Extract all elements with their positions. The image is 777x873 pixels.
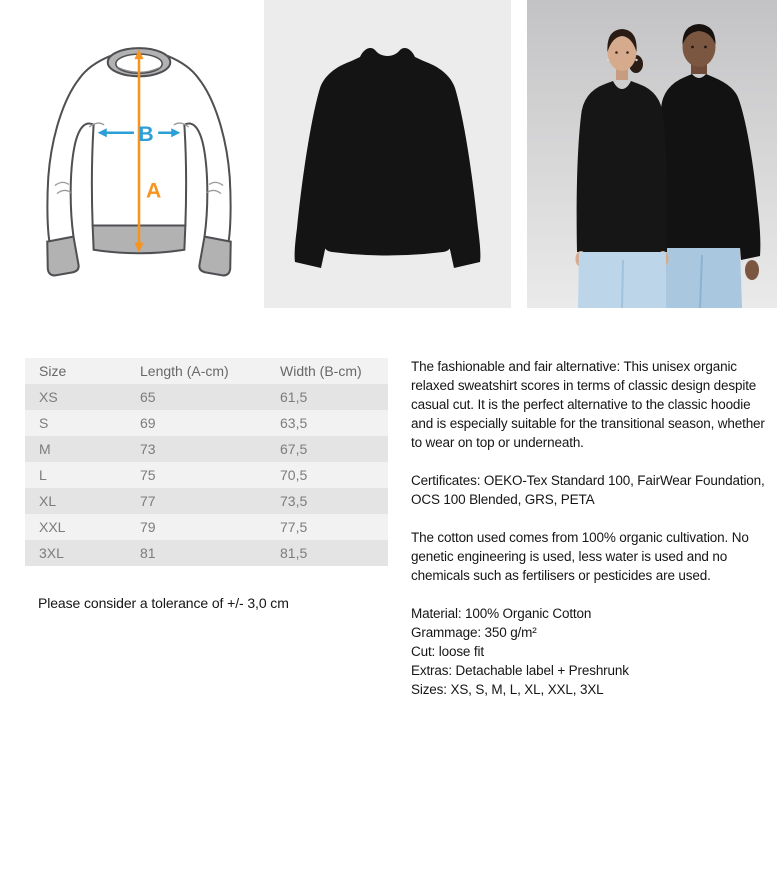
table-row-xxl	[25, 514, 388, 540]
cell-width: 81,5	[266, 540, 388, 566]
cell-size: S	[25, 410, 126, 436]
black-sweatshirt-flatlay	[264, 0, 511, 308]
cell-length: 75	[126, 462, 266, 488]
cell-width: 63,5	[266, 410, 388, 436]
cell-size: XS	[25, 384, 126, 410]
measurement-arrow-a	[134, 49, 143, 253]
tolerance-note: Please consider a tolerance of +/- 3,0 cm	[38, 595, 289, 611]
spec-material: Material: 100% Organic Cotton	[411, 606, 592, 621]
cell-width: 73,5	[266, 488, 388, 514]
table-row-xs	[25, 384, 388, 410]
cell-size: M	[25, 436, 126, 462]
product-flatlay-image	[264, 0, 511, 308]
spec-sizes: Sizes: XS, S, M, L, XL, XXL, 3XL	[411, 682, 604, 697]
description-intro: The fashionable and fair alternative: This unisex organic relaxed sweatshirt scores in terms of classic design despite casual cut. It is the perfect alternative to the classic hoodie and is especially suitable for the transitional season, whether to wear on top or underneath.	[411, 359, 765, 450]
size-table-header-length: Length (A-cm)	[126, 358, 266, 384]
spec-grammage: Grammage: 350 g/m²	[411, 625, 537, 640]
cell-length: 79	[126, 514, 266, 540]
cell-width: 70,5	[266, 462, 388, 488]
table-row-xl	[25, 488, 388, 514]
cell-size: XL	[25, 488, 126, 514]
table-row-l	[25, 462, 388, 488]
two-models-wearing-sweatshirts	[527, 0, 777, 308]
cell-size: XXL	[25, 514, 126, 540]
cuff-left	[47, 237, 78, 276]
product-description	[411, 357, 772, 699]
size-table-header-size: Size	[25, 358, 126, 384]
spec-cut: Cut: loose fit	[411, 644, 484, 659]
cell-length: 65	[126, 384, 266, 410]
size-table	[25, 358, 388, 566]
measurement-label-b: B	[138, 122, 154, 146]
table-row-3xl	[25, 540, 388, 566]
spec-extras: Extras: Detachable label + Preshrunk	[411, 663, 629, 678]
size-table-header-width: Width (B-cm)	[266, 358, 388, 384]
table-row-m	[25, 436, 388, 462]
models-photo-image	[527, 0, 777, 308]
sweatshirt-measurement-sketch	[33, 36, 245, 288]
cell-width: 61,5	[266, 384, 388, 410]
cell-size: L	[25, 462, 126, 488]
cell-length: 81	[126, 540, 266, 566]
description-certificates: Certificates: OEKO-Tex Standard 100, FairWear Foundation, OCS 100 Blended, GRS, PETA	[411, 473, 765, 507]
cell-width: 77,5	[266, 514, 388, 540]
description-cotton: The cotton used comes from 100% organic cultivation. No genetic engineering is used, less water is used and no chemicals such as fertilisers or pesticides are used.	[411, 530, 749, 583]
table-row-s	[25, 410, 388, 436]
size-table-header-row	[25, 358, 388, 384]
cell-length: 77	[126, 488, 266, 514]
cuff-right	[199, 237, 230, 276]
measurement-label-a: A	[146, 179, 162, 203]
cell-length: 73	[126, 436, 266, 462]
size-diagram-image	[33, 36, 245, 288]
cell-width: 67,5	[266, 436, 388, 462]
spec-list	[411, 604, 772, 699]
cell-size: 3XL	[25, 540, 126, 566]
cell-length: 69	[126, 410, 266, 436]
